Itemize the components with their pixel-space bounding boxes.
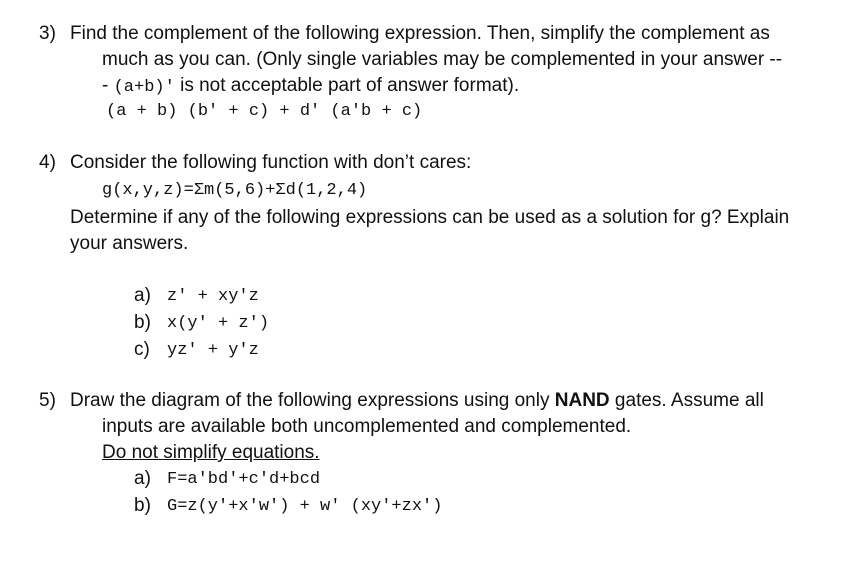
- question-number: 4): [39, 152, 56, 173]
- option-label: a): [134, 468, 151, 489]
- option-label: b): [134, 312, 151, 333]
- option-label: b): [134, 495, 151, 516]
- question-text-line: Find the complement of the following expression. Then, simplify the complement as: [70, 23, 770, 44]
- option-expression: z' + xy'z: [167, 287, 259, 306]
- option-label: c): [134, 339, 150, 360]
- question-text-line: inputs are available both uncomplemented and complemented.: [102, 416, 632, 437]
- option-label: a): [134, 285, 151, 306]
- emphasis-nand: NAND: [554, 390, 610, 411]
- option-expression: G=z(y'+x'w') + w' (xy'+zx'): [167, 497, 443, 516]
- option-expression: yz' + y'z: [167, 341, 259, 360]
- question-number: 3): [39, 23, 56, 44]
- question-text-line: much as you can. (Only single variables may be complemented in your answer --: [102, 49, 783, 70]
- question-text-line: Consider the following function with don’t cares:: [70, 152, 472, 173]
- option-expression: x(y' + z'): [167, 314, 270, 333]
- instruction-note: Do not simplify equations.: [102, 442, 320, 463]
- question-text-line: - (a+b)' is not acceptable part of answer format).: [102, 75, 520, 97]
- question-text-line: Determine if any of the following expressions can be used as a solution for g? Explain: [70, 207, 790, 228]
- function-definition: g(x,y,z)=Σm(5,6)+Σd(1,2,4): [102, 181, 368, 200]
- question-text-line: Draw the diagram of the following expressions using only NAND gates. Assume all: [70, 390, 764, 411]
- question-text-line: your answers.: [70, 233, 189, 254]
- question-number: 5): [39, 390, 56, 411]
- inline-code: (a+b)': [113, 78, 175, 97]
- option-expression: F=a'bd'+c'd+bcd: [167, 470, 321, 489]
- expression: (a + b) (b' + c) + d' (a'b + c): [106, 102, 423, 121]
